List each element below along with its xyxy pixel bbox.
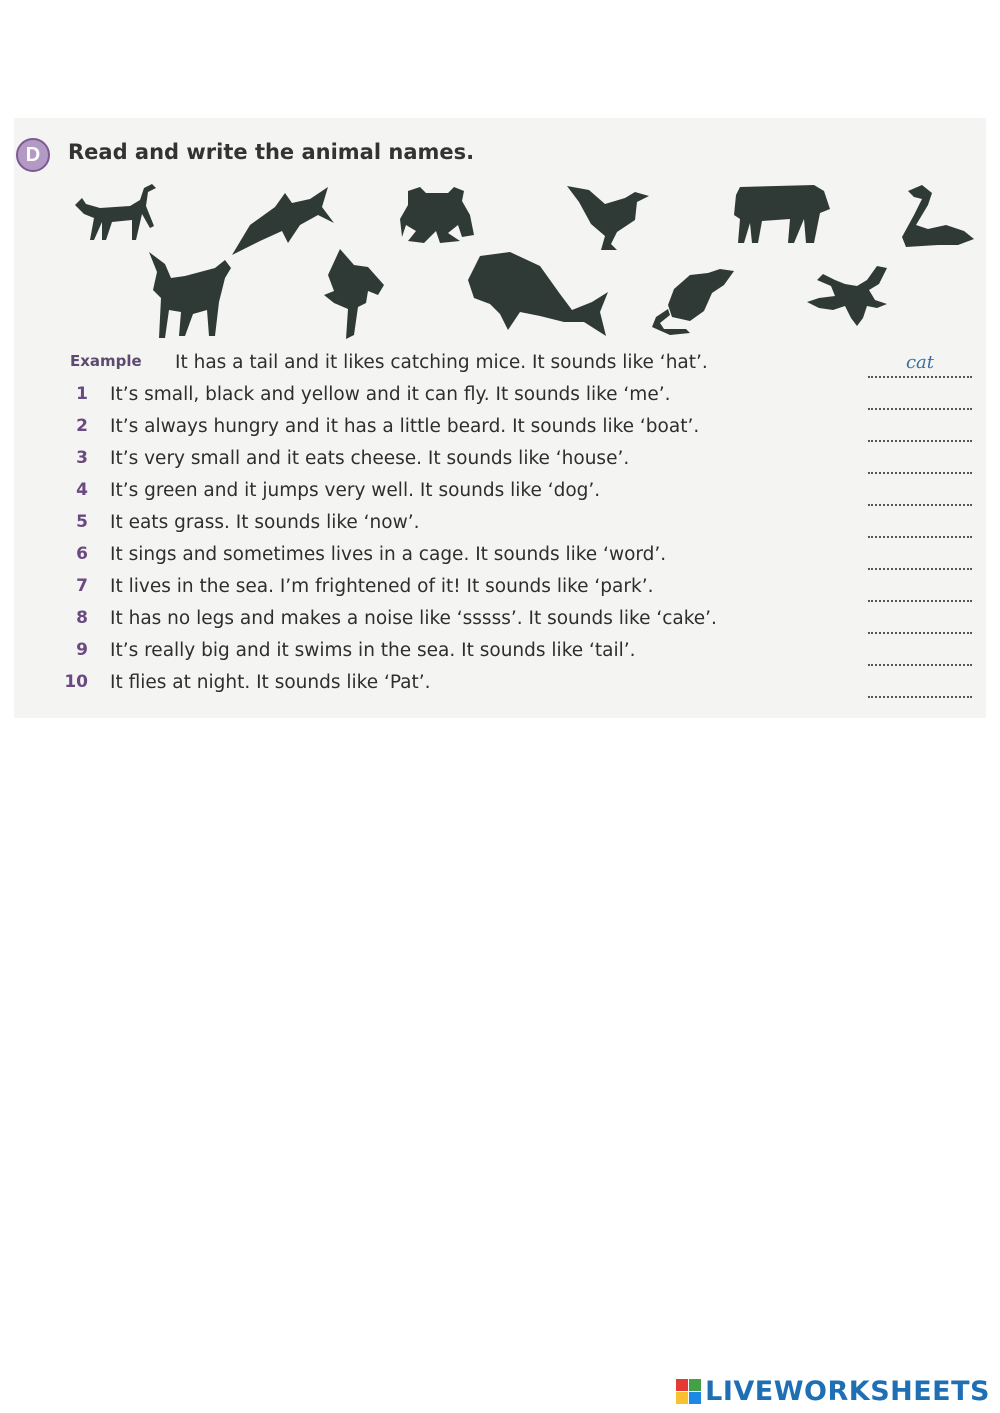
answer-field[interactable] — [868, 640, 972, 666]
question-text: It’s green and it jumps very well. It sounds like ‘dog’. — [110, 480, 601, 501]
question-text: It’s very small and it eats cheese. It sounds like ‘house’. — [110, 448, 630, 469]
question-number: 5 — [76, 512, 88, 532]
example-text: It has a tail and it likes catching mice. It sounds like ‘hat’. — [175, 352, 708, 373]
question-number: 2 — [76, 416, 88, 436]
question-row — [60, 480, 980, 510]
question-row — [60, 512, 980, 542]
question-number: 1 — [76, 384, 88, 404]
answer-field[interactable] — [868, 608, 972, 634]
question-text: It’s really big and it swims in the sea. It sounds like ‘tail’. — [110, 640, 636, 661]
question-text: It sings and sometimes lives in a cage. It sounds like ‘word’. — [110, 544, 667, 565]
liveworksheets-footer[interactable] — [676, 1376, 990, 1407]
question-text: It eats grass. It sounds like ‘now’. — [110, 512, 420, 533]
bee-silhouette — [805, 260, 890, 330]
question-number: 9 — [76, 640, 88, 660]
question-row — [60, 608, 980, 638]
question-row — [60, 672, 980, 702]
cow-silhouette — [732, 183, 832, 245]
snake-silhouette — [898, 185, 978, 250]
example-label: Example — [70, 352, 142, 370]
question-number: 7 — [76, 576, 88, 596]
question-text: It’s always hungry and it has a little beard. It sounds like ‘boat’. — [110, 416, 700, 437]
question-number: 6 — [76, 544, 88, 564]
question-text: It has no legs and makes a noise like ‘sssss’. It sounds like ‘cake’. — [110, 608, 717, 629]
question-number: 8 — [76, 608, 88, 628]
example-answer: cat — [868, 352, 972, 378]
exercise-title: Read and write the animal names. — [68, 140, 475, 164]
question-row — [60, 544, 980, 574]
question-row — [60, 640, 980, 670]
answer-field[interactable] — [868, 448, 972, 474]
answer-field[interactable] — [868, 544, 972, 570]
bat-silhouette — [320, 245, 390, 340]
liveworksheets-brand: LIVEWORKSHEETS — [705, 1376, 990, 1407]
answer-field[interactable] — [868, 512, 972, 538]
question-row — [60, 576, 980, 606]
animal-silhouettes — [60, 175, 980, 345]
question-text: It flies at night. It sounds like ‘Pat’. — [110, 672, 431, 693]
answer-field[interactable] — [868, 480, 972, 506]
question-number: 4 — [76, 480, 88, 500]
question-row — [60, 416, 980, 446]
question-row — [60, 384, 980, 414]
question-row — [60, 448, 980, 478]
answer-field[interactable] — [868, 416, 972, 442]
whale-silhouette — [460, 250, 610, 340]
frog-silhouette — [400, 185, 475, 245]
exercise-badge: D — [16, 138, 50, 172]
answer-field[interactable] — [868, 576, 972, 602]
goat-silhouette — [145, 250, 235, 340]
question-number: 3 — [76, 448, 88, 468]
example-row — [60, 352, 980, 382]
mouse-silhouette — [650, 265, 735, 340]
question-text: It’s small, black and yellow and it can fly. It sounds like ‘me’. — [110, 384, 671, 405]
answer-field[interactable] — [868, 672, 972, 698]
question-number: 10 — [64, 672, 88, 692]
liveworksheets-logo-icon — [676, 1379, 701, 1404]
cat-silhouette — [70, 180, 160, 245]
bird-silhouette — [565, 180, 650, 252]
question-text: It lives in the sea. I’m frightened of it! It sounds like ‘park’. — [110, 576, 654, 597]
answer-field[interactable] — [868, 384, 972, 410]
